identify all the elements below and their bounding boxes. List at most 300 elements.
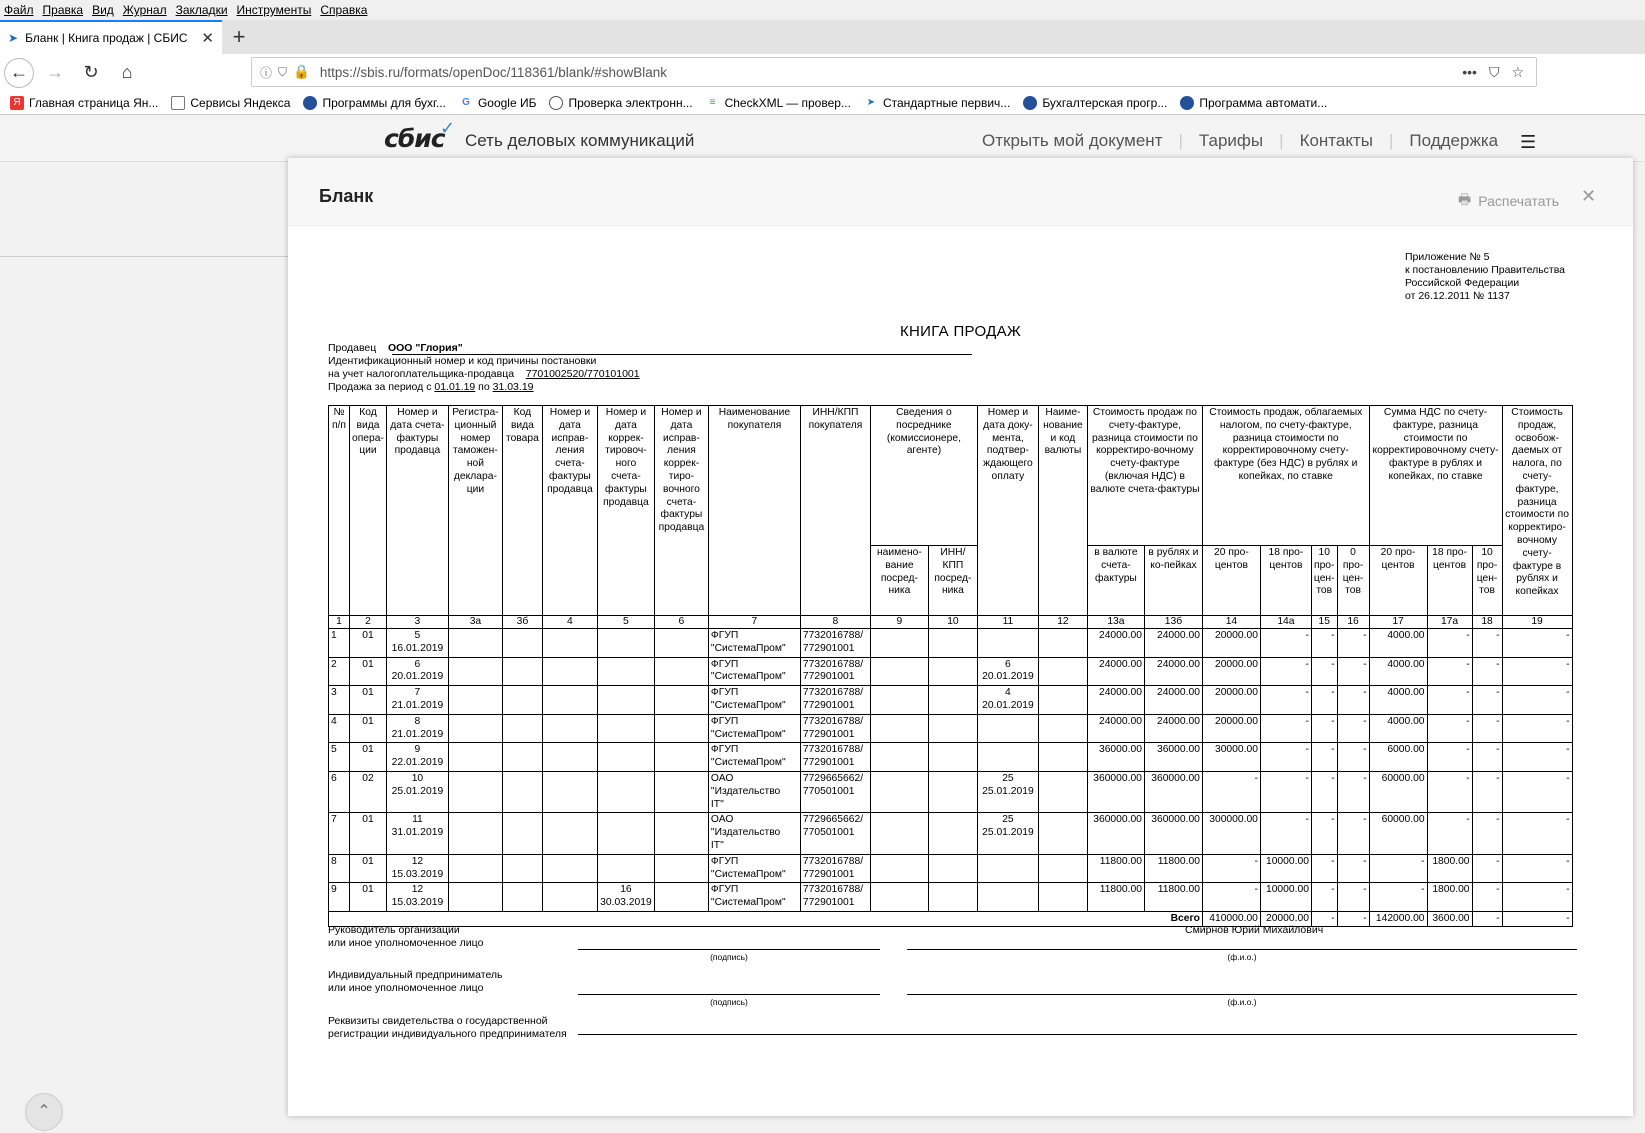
cell-goods-code — [502, 813, 542, 854]
th-3a: Регистра-ционный номер таможен-ной деклара-ции — [448, 406, 502, 616]
blank-modal — [288, 158, 1633, 1116]
cell-buyer-inn: 7729665662/ 770501001 — [800, 813, 870, 854]
cell-adjustment-correction — [654, 629, 708, 658]
bookmark-item[interactable]: Я Главная страница Ян... — [10, 96, 158, 110]
cell-agent-name — [870, 743, 928, 772]
cell-buyer: ФГУП "СистемаПром" — [708, 686, 800, 715]
cell-adjustment-invoice — [597, 813, 654, 854]
cell-operation-code: 01 — [350, 854, 387, 883]
column-number-row: 1 2 3 3а 3б 4 5 6 7 8 9 10 11 12 13а 13б 14 14а 15 16 17 17а 18 19 — [329, 616, 1573, 629]
registration-label: Реквизиты свидетельства о государственной регистрации индивидуального предпринимателя — [328, 1015, 567, 1040]
cell-buyer-inn: 7732016788/ 772901001 — [800, 883, 870, 912]
cell-operation-code: 01 — [350, 657, 387, 686]
th-7: Наименование покупателя — [708, 406, 800, 616]
cell-correction — [542, 743, 597, 772]
cell-buyer-inn: 7729665662/ 770501001 — [800, 771, 870, 812]
total-row — [329, 911, 1573, 926]
pocket-icon[interactable]: ⛉ — [1488, 63, 1500, 80]
cell-17a: - — [1427, 714, 1472, 743]
nav-support[interactable]: Поддержка — [1409, 131, 1499, 150]
cell-15: - — [1311, 657, 1337, 686]
cell-13a: 11800.00 — [1087, 883, 1144, 912]
cell-15: - — [1311, 743, 1337, 772]
new-tab-button[interactable]: + — [232, 24, 246, 49]
cell-correction — [542, 854, 597, 883]
site-nav — [982, 131, 1514, 151]
cell-payment-doc — [977, 714, 1038, 743]
cell-payment-doc — [977, 854, 1038, 883]
cell-agent-name — [870, 686, 928, 715]
cell-19: - — [1502, 771, 1572, 812]
cell-buyer-inn: 7732016788/ 772901001 — [800, 743, 870, 772]
total-14: 410000.00 — [1202, 911, 1260, 926]
cell-18: - — [1472, 629, 1502, 658]
cell-buyer: ФГУП "СистемаПром" — [708, 657, 800, 686]
cell-number: 6 — [329, 771, 350, 812]
nav-tariffs[interactable]: Тарифы — [1198, 131, 1264, 150]
cell-14: - — [1202, 883, 1260, 912]
cell-payment-doc — [977, 629, 1038, 658]
cell-15: - — [1311, 854, 1337, 883]
cell-13a: 360000.00 — [1087, 813, 1144, 854]
cell-16: - — [1337, 854, 1369, 883]
th-15: 10 про-цен-тов — [1311, 546, 1337, 616]
cell-buyer: ОАО "Издательство IT" — [708, 813, 800, 854]
back-button[interactable]: ← — [4, 58, 34, 88]
th-13: Стоимость продаж по счету-фактуре, разница стоимости по корректиро-вочному счету-фактуре (включая НДС) в валюте счета-фактуры — [1087, 406, 1202, 546]
bookmark-item[interactable]: ➤ Стандартные первич... — [864, 96, 1010, 110]
page-background — [0, 162, 289, 257]
cell-15: - — [1311, 629, 1337, 658]
cell-correction — [542, 714, 597, 743]
modal-header — [288, 158, 1633, 226]
tab-title: Бланк | Книга продаж | СБИС — [25, 31, 188, 45]
cell-buyer: ФГУП "СистемаПром" — [708, 629, 800, 658]
cell-17a: - — [1427, 771, 1472, 812]
cell-17: 4000.00 — [1369, 714, 1427, 743]
cell-17: 60000.00 — [1369, 771, 1427, 812]
table-row — [329, 854, 1573, 883]
cell-13a: 24000.00 — [1087, 686, 1144, 715]
site-icon — [1023, 96, 1037, 110]
cell-18: - — [1472, 686, 1502, 715]
cell-customs — [448, 686, 502, 715]
cell-13a: 24000.00 — [1087, 657, 1144, 686]
cell-13b: 24000.00 — [1144, 714, 1202, 743]
cell-14: 30000.00 — [1202, 743, 1260, 772]
cell-17: 4000.00 — [1369, 629, 1427, 658]
cell-goods-code — [502, 743, 542, 772]
cell-18: - — [1472, 714, 1502, 743]
th-9: наимено-вание посред-ника — [870, 546, 928, 616]
cell-buyer-inn: 7732016788/ 772901001 — [800, 686, 870, 715]
th-8: ИНН/КПП покупателя — [800, 406, 870, 616]
cell-14a: 10000.00 — [1260, 854, 1311, 883]
table-row — [329, 771, 1573, 812]
sales-book-document — [288, 226, 1633, 1116]
cell-customs — [448, 629, 502, 658]
sbis-icon: ➤ — [864, 96, 878, 110]
cell-adjustment-invoice — [597, 657, 654, 686]
cell-17a: - — [1427, 629, 1472, 658]
close-tab-icon[interactable]: ✕ — [201, 30, 214, 47]
cell-19: - — [1502, 743, 1572, 772]
document-title: КНИГА ПРОДАЖ — [900, 323, 1022, 340]
cell-invoice: 9 22.01.2019 — [386, 743, 448, 772]
cell-correction — [542, 629, 597, 658]
cell-14a: - — [1260, 743, 1311, 772]
th-6: Номер и дата исправ-ления коррек-тиро-вочного счета-фактуры продавца — [654, 406, 708, 616]
bookmark-star-icon[interactable]: ☆ — [1511, 63, 1524, 80]
cell-currency — [1038, 686, 1087, 715]
cell-adjustment-correction — [654, 686, 708, 715]
cell-14: 20000.00 — [1202, 657, 1260, 686]
cell-operation-code: 01 — [350, 629, 387, 658]
cell-adjustment-invoice — [597, 854, 654, 883]
cell-13a: 36000.00 — [1087, 743, 1144, 772]
nav-separator: | — [1178, 131, 1183, 150]
cell-customs — [448, 714, 502, 743]
table-row — [329, 883, 1573, 912]
th-16: 0 про-цен-тов — [1337, 546, 1369, 616]
menu-file[interactable]: Файл — [4, 3, 34, 17]
cell-correction — [542, 657, 597, 686]
annex-note: Приложение № 5 к постановлению Правительства Российской Федерации от 26.12.2011 № 1137 — [1405, 251, 1566, 302]
cell-buyer-inn: 7732016788/ 772901001 — [800, 714, 870, 743]
total-15: - — [1311, 911, 1337, 926]
total-19: - — [1502, 911, 1572, 926]
cell-18: - — [1472, 854, 1502, 883]
lock-icon: 🔒 — [293, 64, 310, 79]
total-17a: 3600.00 — [1427, 911, 1472, 926]
head-sign-line — [578, 949, 880, 950]
cell-13a: 24000.00 — [1087, 629, 1144, 658]
sbis-logo[interactable]: сбис ✓ — [384, 118, 455, 153]
cell-18: - — [1472, 657, 1502, 686]
checkxml-icon: ≡ — [706, 96, 720, 110]
cell-payment-doc: 6 20.01.2019 — [977, 657, 1038, 686]
seller-info: Продавец ООО "Глория" Идентификационный номер и код причины постановки на учет налогоплательщика-продавца 7701002520/770101001 Продажа за период с 01.01.19 по 31.03.19 — [328, 342, 640, 393]
cell-currency — [1038, 771, 1087, 812]
cell-buyer: ФГУП "СистемаПром" — [708, 854, 800, 883]
cell-17a: - — [1427, 657, 1472, 686]
th-17-18: Сумма НДС по счету-фактуре, разница стоимости по корректировочному счету-фактуре в рублях и копейках, по ставке — [1369, 406, 1502, 546]
cell-15: - — [1311, 714, 1337, 743]
ip-fio-line — [907, 994, 1577, 995]
url-text[interactable]: https://sbis.ru/formats/openDoc/118361/blank/#showBlank — [319, 64, 668, 80]
cell-15: - — [1311, 771, 1337, 812]
cell-16: - — [1337, 743, 1369, 772]
th-3: Номер и дата счета-фактуры продавца — [386, 406, 448, 616]
cell-correction — [542, 883, 597, 912]
google-icon: G — [459, 96, 473, 110]
cell-19: - — [1502, 629, 1572, 658]
menu-tools[interactable]: Инструменты — [236, 3, 312, 17]
cell-15: - — [1311, 686, 1337, 715]
bookmark-item[interactable]: Программы для бухг... — [303, 96, 446, 110]
cell-correction — [542, 686, 597, 715]
cell-buyer: ФГУП "СистемаПром" — [708, 743, 800, 772]
cell-number: 2 — [329, 657, 350, 686]
cell-19: - — [1502, 686, 1572, 715]
cell-invoice: 6 20.01.2019 — [386, 657, 448, 686]
th-13b: в рублях и ко-пейках — [1144, 546, 1202, 616]
cell-adjustment-correction — [654, 714, 708, 743]
cell-19: - — [1502, 883, 1572, 912]
cell-agent-inn — [928, 629, 977, 658]
cell-operation-code: 02 — [350, 771, 387, 812]
cell-14a: - — [1260, 813, 1311, 854]
cell-16: - — [1337, 714, 1369, 743]
th-1: № п/п — [329, 406, 350, 616]
cell-currency — [1038, 714, 1087, 743]
table-row — [329, 657, 1573, 686]
forward-button[interactable]: → — [46, 62, 64, 82]
globe-icon — [549, 96, 563, 110]
cell-number: 5 — [329, 743, 350, 772]
cell-13b: 24000.00 — [1144, 629, 1202, 658]
menu-help[interactable]: Справка — [320, 3, 368, 17]
th-5: Номер и дата коррек-тировоч-ного счета-фактуры продавца — [597, 406, 654, 616]
cell-invoice: 7 21.01.2019 — [386, 686, 448, 715]
cell-18: - — [1472, 743, 1502, 772]
cell-invoice: 5 16.01.2019 — [386, 629, 448, 658]
cell-currency — [1038, 813, 1087, 854]
cell-agent-inn — [928, 854, 977, 883]
cell-17: 4000.00 — [1369, 657, 1427, 686]
cell-19: - — [1502, 854, 1572, 883]
cell-agent-name — [870, 714, 928, 743]
cell-customs — [448, 813, 502, 854]
home-button[interactable]: ⌂ — [121, 62, 133, 82]
bookmark-item[interactable]: Проверка электронн... — [549, 96, 692, 110]
cell-adjustment-correction — [654, 657, 708, 686]
menu-view[interactable]: Вид — [92, 3, 114, 17]
cell-14a: - — [1260, 629, 1311, 658]
cell-payment-doc — [977, 883, 1038, 912]
sbis-favicon-icon: ➤ — [8, 31, 19, 45]
table-row — [329, 629, 1573, 658]
cell-correction — [542, 813, 597, 854]
cell-13b: 11800.00 — [1144, 854, 1202, 883]
folder-icon — [171, 96, 185, 110]
tab-strip — [0, 20, 1645, 54]
table-row — [329, 743, 1573, 772]
cell-adjustment-correction — [654, 771, 708, 812]
cell-14a: - — [1260, 686, 1311, 715]
nav-open-document[interactable]: Открыть мой документ — [982, 131, 1163, 150]
cell-agent-name — [870, 657, 928, 686]
close-modal-button[interactable]: ✕ — [1581, 186, 1597, 206]
cell-currency — [1038, 657, 1087, 686]
cell-adjustment-invoice — [597, 714, 654, 743]
th-3b: Код вида товара — [502, 406, 542, 616]
cell-13a: 11800.00 — [1087, 854, 1144, 883]
cell-17: 4000.00 — [1369, 686, 1427, 715]
cell-agent-inn — [928, 813, 977, 854]
fio-caption: (ф.и.о.) — [1227, 997, 1257, 1007]
cell-adjustment-correction — [654, 854, 708, 883]
cell-goods-code — [502, 771, 542, 812]
cell-14: - — [1202, 771, 1260, 812]
cell-adjustment-invoice — [597, 743, 654, 772]
sign-caption: (подпись) — [710, 952, 748, 962]
address-bar[interactable] — [251, 57, 1537, 87]
cell-17a: 1800.00 — [1427, 883, 1472, 912]
cell-15: - — [1311, 813, 1337, 854]
reload-button[interactable]: ↻ — [83, 62, 99, 82]
cell-15: - — [1311, 883, 1337, 912]
cell-buyer-inn: 7732016788/ 772901001 — [800, 629, 870, 658]
th-12: Наиме-нование и код валюты — [1038, 406, 1087, 616]
cell-16: - — [1337, 883, 1369, 912]
cell-13b: 360000.00 — [1144, 813, 1202, 854]
total-14a: 20000.00 — [1260, 911, 1311, 926]
cell-17a: - — [1427, 813, 1472, 854]
cell-operation-code: 01 — [350, 813, 387, 854]
cell-16: - — [1337, 771, 1369, 812]
menu-bar — [0, 0, 1645, 20]
cell-19: - — [1502, 714, 1572, 743]
sign-caption: (подпись) — [710, 997, 748, 1007]
cell-currency — [1038, 854, 1087, 883]
cell-13b: 11800.00 — [1144, 883, 1202, 912]
cell-currency — [1038, 629, 1087, 658]
total-18: - — [1472, 911, 1502, 926]
cell-payment-doc: 4 20.01.2019 — [977, 686, 1038, 715]
head-name: Смирнов Юрий Михайлович — [1185, 924, 1324, 936]
scroll-up-button[interactable]: ⌃ — [25, 1093, 63, 1131]
table-row — [329, 813, 1573, 854]
cell-adjustment-invoice — [597, 686, 654, 715]
th-17: 20 про-центов — [1369, 546, 1427, 616]
cell-agent-inn — [928, 771, 977, 812]
th-9-10: Сведения о посреднике (комиссионере, агенте) — [870, 406, 977, 546]
cell-number: 4 — [329, 714, 350, 743]
site-icon — [1180, 96, 1194, 110]
info-icon[interactable]: ⓘ — [260, 65, 273, 80]
cell-buyer: ФГУП "СистемаПром" — [708, 714, 800, 743]
registration-line — [578, 1034, 1577, 1035]
bookmark-item[interactable]: Бухгалтерская прогр... — [1023, 96, 1167, 110]
cell-14: 300000.00 — [1202, 813, 1260, 854]
cell-14a: - — [1260, 657, 1311, 686]
cell-agent-inn — [928, 743, 977, 772]
cell-agent-inn — [928, 714, 977, 743]
th-10: ИНН/КПП посред-ника — [928, 546, 977, 616]
bookmarks-bar — [0, 91, 1645, 115]
bookmark-item[interactable]: ≡ CheckXML — провер... — [706, 96, 851, 110]
cell-adjustment-invoice: 16 30.03.2019 — [597, 883, 654, 912]
nav-toolbar — [0, 54, 1645, 91]
cell-goods-code — [502, 686, 542, 715]
cell-invoice: 12 15.03.2019 — [386, 883, 448, 912]
cell-13b: 24000.00 — [1144, 686, 1202, 715]
shield-icon[interactable]: ⛉ — [278, 64, 288, 79]
total-label: Всего — [1144, 911, 1202, 926]
cell-18: - — [1472, 771, 1502, 812]
cell-18: - — [1472, 883, 1502, 912]
cell-payment-doc: 25 25.01.2019 — [977, 813, 1038, 854]
cell-buyer-inn: 7732016788/ 772901001 — [800, 657, 870, 686]
page-actions-icon[interactable]: ••• — [1462, 64, 1477, 80]
cell-17: - — [1369, 883, 1427, 912]
cell-17a: 1800.00 — [1427, 854, 1472, 883]
seller-underline — [392, 354, 972, 355]
cell-customs — [448, 771, 502, 812]
cell-goods-code — [502, 854, 542, 883]
cell-customs — [448, 883, 502, 912]
menu-history[interactable]: Журнал — [122, 3, 167, 17]
cell-number: 3 — [329, 686, 350, 715]
nav-contacts[interactable]: Контакты — [1299, 131, 1373, 150]
th-2: Код вида опера-ции — [350, 406, 387, 616]
total-16: - — [1337, 911, 1369, 926]
cell-buyer: ОАО "Издательство IT" — [708, 771, 800, 812]
bookmark-item[interactable]: G Google ИБ — [459, 96, 537, 110]
nav-separator: | — [1279, 131, 1284, 150]
cell-number: 7 — [329, 813, 350, 854]
cell-goods-code — [502, 629, 542, 658]
cell-agent-name — [870, 813, 928, 854]
th-4: Номер и дата исправ-ления счета-фактуры продавца — [542, 406, 597, 616]
hamburger-menu-icon[interactable]: ☰ — [1520, 132, 1537, 152]
cell-agent-name — [870, 771, 928, 812]
site-tagline: Сеть деловых коммуникаций — [465, 131, 695, 150]
cell-invoice: 10 25.01.2019 — [386, 771, 448, 812]
head-fio-line — [907, 949, 1577, 950]
cell-goods-code — [502, 714, 542, 743]
cell-16: - — [1337, 686, 1369, 715]
cell-adjustment-correction — [654, 743, 708, 772]
bookmark-item[interactable]: Программа автомати... — [1180, 96, 1327, 110]
site-icon — [303, 96, 317, 110]
cell-number: 1 — [329, 629, 350, 658]
cell-13b: 24000.00 — [1144, 657, 1202, 686]
cell-operation-code: 01 — [350, 883, 387, 912]
cell-17a: - — [1427, 686, 1472, 715]
th-19: Стоимость продаж, освобож-даемых от налога, по счету-фактуре, разница стоимости по корректиро-вочному счету-фактуре в рублях и копейках — [1502, 406, 1572, 616]
browser-tab[interactable] — [0, 20, 222, 54]
cell-payment-doc: 25 25.01.2019 — [977, 771, 1038, 812]
print-button[interactable]: 🖶 Распечатать — [1458, 189, 1559, 213]
cell-17: - — [1369, 854, 1427, 883]
head-signature-label: Руководитель организации или иное уполномоченное лицо — [328, 924, 484, 949]
cell-adjustment-invoice — [597, 629, 654, 658]
cell-adjustment-correction — [654, 813, 708, 854]
cell-14a: - — [1260, 714, 1311, 743]
cell-payment-doc — [977, 743, 1038, 772]
cell-agent-inn — [928, 657, 977, 686]
cell-number: 8 — [329, 854, 350, 883]
cell-operation-code: 01 — [350, 686, 387, 715]
bookmark-item[interactable]: Сервисы Яндекса — [171, 96, 290, 110]
cell-14a: - — [1260, 771, 1311, 812]
cell-18: - — [1472, 813, 1502, 854]
cell-14: 20000.00 — [1202, 629, 1260, 658]
table-row — [329, 714, 1573, 743]
cell-agent-inn — [928, 686, 977, 715]
cell-13a: 360000.00 — [1087, 771, 1144, 812]
cell-19: - — [1502, 657, 1572, 686]
cell-14: 20000.00 — [1202, 686, 1260, 715]
menu-bookmarks[interactable]: Закладки — [175, 3, 228, 17]
cell-number: 9 — [329, 883, 350, 912]
nav-separator: | — [1389, 131, 1394, 150]
cell-correction — [542, 771, 597, 812]
cell-agent-name — [870, 629, 928, 658]
menu-edit[interactable]: Правка — [42, 3, 84, 17]
